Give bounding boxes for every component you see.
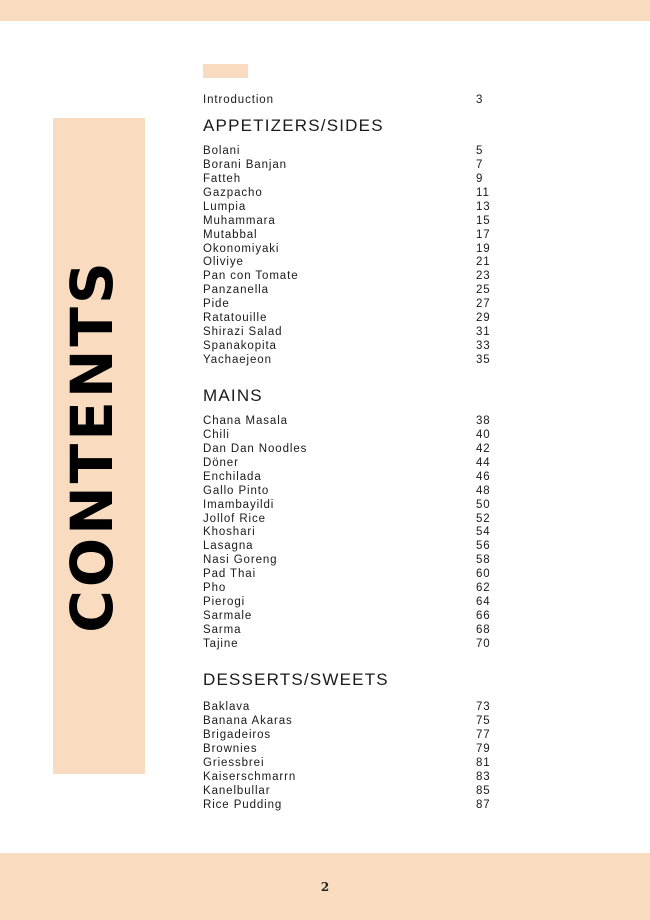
toc-entry-label: Banana Akaras <box>203 714 293 727</box>
side-title: CONTENTS <box>58 259 126 633</box>
toc-entry[interactable] <box>203 728 493 742</box>
toc-entry-page: 42 <box>476 442 491 455</box>
toc-entry[interactable] <box>203 623 493 637</box>
toc-entry-label: Pide <box>203 298 230 311</box>
toc-entry-label: Chana Masala <box>203 415 288 427</box>
toc-entry-label: Rice Pudding <box>203 798 283 811</box>
toc-entry-label: Muhammara <box>203 214 276 227</box>
toc-entry[interactable] <box>203 770 493 784</box>
toc-entry[interactable] <box>203 242 493 256</box>
toc-entry-label: Lasagna <box>203 540 254 553</box>
toc-entry-label: Imambayildi <box>203 498 275 511</box>
toc-entry[interactable] <box>203 539 493 553</box>
toc-entry-page: 68 <box>476 624 491 636</box>
toc-entry[interactable] <box>203 339 493 353</box>
toc-entry-label: Nasi Goreng <box>203 554 278 567</box>
toc-entry[interactable] <box>203 428 493 442</box>
toc-entry[interactable] <box>203 700 493 714</box>
toc-entry-page: 9 <box>476 172 484 185</box>
toc-entry-page: 21 <box>476 256 491 269</box>
toc-entry-label: Dan Dan Noodles <box>203 442 308 455</box>
top-band <box>0 0 650 21</box>
toc-entry-page: 33 <box>476 340 491 352</box>
toc-entry-page: 29 <box>476 312 491 325</box>
toc-entry-label: Shirazi Salad <box>203 326 283 339</box>
toc-entry[interactable] <box>203 186 493 200</box>
toc-entry-page: 81 <box>476 756 491 769</box>
toc-entry-page: 64 <box>476 596 491 609</box>
toc-entry[interactable] <box>203 798 493 812</box>
toc-entry[interactable] <box>203 311 493 325</box>
toc-entry-label: Okonomiyaki <box>203 242 280 255</box>
toc-entry-page: 87 <box>476 798 491 811</box>
toc-entry-page: 5 <box>476 145 484 157</box>
toc-entry-label: Borani Banjan <box>203 158 287 171</box>
section-heading: MAINS <box>203 386 263 405</box>
toc-entry[interactable] <box>203 784 493 798</box>
toc-entry-page: 60 <box>476 568 491 581</box>
toc-entry[interactable] <box>203 325 493 339</box>
toc-entry[interactable] <box>203 353 493 367</box>
toc-entry-label: Khoshari <box>203 526 256 539</box>
toc-entry[interactable] <box>203 255 493 269</box>
toc-entry[interactable] <box>203 442 493 456</box>
toc-entry-page: 50 <box>476 498 491 511</box>
toc-entry[interactable] <box>203 637 493 651</box>
toc-entry-page: 85 <box>476 784 491 797</box>
toc-entry-page: 73 <box>476 701 491 713</box>
toc-entry[interactable] <box>203 553 493 567</box>
toc-entry[interactable] <box>203 498 493 512</box>
toc-entry-page: 52 <box>476 512 491 525</box>
toc-entry-page: 13 <box>476 200 491 213</box>
toc-entry[interactable] <box>203 525 493 539</box>
toc-entry-label: Tajine <box>203 637 239 650</box>
toc-entry[interactable] <box>203 158 493 172</box>
toc-entry-page: 46 <box>476 470 491 483</box>
toc-entry-label: Sarmale <box>203 610 253 622</box>
toc-entry-page: 25 <box>476 284 491 297</box>
toc-entry[interactable] <box>203 172 493 186</box>
toc-entry-label: Mutabbal <box>203 228 258 241</box>
toc-entry-page: 15 <box>476 214 491 227</box>
toc-entry-label: Jollof Rice <box>203 512 266 525</box>
toc-entry[interactable] <box>203 144 493 158</box>
toc-entry-page: 56 <box>476 540 491 553</box>
toc-entry[interactable] <box>203 714 493 728</box>
toc-entry-label: Kaiserschmarrn <box>203 770 297 783</box>
toc-entry-page: 58 <box>476 554 491 567</box>
toc-entry-page: 7 <box>476 158 484 171</box>
toc-entry-label: Pho <box>203 582 227 595</box>
toc-entry[interactable] <box>203 228 493 242</box>
toc-entry[interactable] <box>203 595 493 609</box>
toc-entry-label: Yachaejeon <box>203 353 272 366</box>
toc-entry-page: 70 <box>476 637 491 650</box>
toc-entry-label: Spanakopita <box>203 340 277 352</box>
toc-entry-label: Ratatouille <box>203 312 268 325</box>
toc-entry-page: 17 <box>476 228 491 241</box>
toc-entry-page: 23 <box>476 270 491 283</box>
toc-entry-label: Kanelbullar <box>203 784 271 797</box>
toc-entry-label: Oliviye <box>203 256 244 269</box>
toc-entry-label: Gallo Pinto <box>203 484 270 497</box>
toc-entry-label: Pad Thai <box>203 568 257 581</box>
toc-entry-page: 19 <box>476 242 491 255</box>
page-number: 2 <box>320 880 330 894</box>
toc-entry-label: Pan con Tomate <box>203 270 299 283</box>
toc-entry-page: 38 <box>476 415 491 427</box>
toc-entry-page: 54 <box>476 526 491 539</box>
toc-entry-page: 79 <box>476 742 491 755</box>
toc-entry-label: Pierogi <box>203 596 246 609</box>
toc-entry-label: Bolani <box>203 145 241 157</box>
toc-entry-label: Gazpacho <box>203 186 263 199</box>
toc-entry-page: 11 <box>476 186 490 199</box>
toc-entry-label: Brownies <box>203 742 258 755</box>
toc-entry-label: Sarma <box>203 624 242 636</box>
toc-entry-page: 77 <box>476 728 491 741</box>
toc-entry[interactable] <box>203 269 493 283</box>
toc-entry-label: Panzanella <box>203 284 269 297</box>
toc-entry-label: Lumpia <box>203 200 247 213</box>
toc-entry-page: 35 <box>476 353 491 366</box>
section-heading: APPETIZERS/SIDES <box>203 116 384 135</box>
toc-entry-label: Introduction <box>203 94 274 106</box>
toc-entry-introduction[interactable] <box>203 93 493 107</box>
toc-entry[interactable] <box>203 214 493 228</box>
section-heading: DESSERTS/SWEETS <box>203 670 389 689</box>
toc-entry[interactable] <box>203 609 493 623</box>
toc-entry-page: 48 <box>476 484 491 497</box>
toc-entry-page: 66 <box>476 610 491 622</box>
toc-entry[interactable] <box>203 414 493 428</box>
toc-entry[interactable] <box>203 283 493 297</box>
toc-entry-page: 75 <box>476 714 491 727</box>
toc-entry-label: Enchilada <box>203 470 262 483</box>
toc-entry-label: Chili <box>203 428 230 441</box>
toc-entry[interactable] <box>203 756 493 770</box>
toc-entry[interactable] <box>203 456 493 470</box>
toc-entry[interactable] <box>203 470 493 484</box>
toc-entry-label: Baklava <box>203 701 251 713</box>
toc-entry[interactable] <box>203 581 493 595</box>
toc-entry[interactable] <box>203 484 493 498</box>
toc-entry-page: 62 <box>476 582 491 595</box>
toc-entry-page: 31 <box>476 326 491 339</box>
toc-entry-page: 40 <box>476 428 491 441</box>
toc-entry-page: 3 <box>476 94 484 106</box>
accent-bar <box>203 64 248 78</box>
toc-entry[interactable] <box>203 297 493 311</box>
toc-entry-page: 44 <box>476 456 491 469</box>
toc-entry-label: Griessbrei <box>203 756 265 769</box>
toc-entry[interactable] <box>203 200 493 214</box>
toc-entry-page: 27 <box>476 298 491 311</box>
toc-entry-label: Döner <box>203 456 239 469</box>
toc-entry[interactable] <box>203 567 493 581</box>
toc-entry-label: Fatteh <box>203 172 242 185</box>
toc-entry-label: Brigadeiros <box>203 728 272 741</box>
toc-entry[interactable] <box>203 742 493 756</box>
toc-entry-page: 83 <box>476 770 491 783</box>
toc-entry[interactable] <box>203 512 493 526</box>
